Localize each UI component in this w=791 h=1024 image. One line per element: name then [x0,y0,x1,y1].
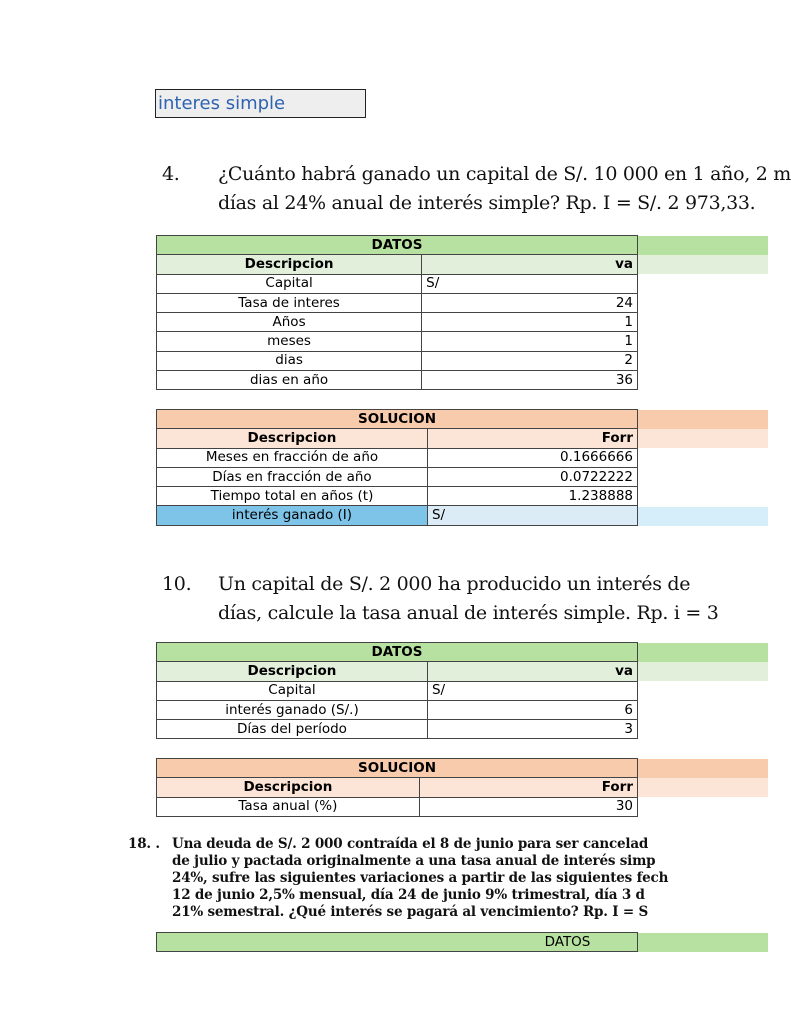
problem-4-number: 4. [162,163,180,185]
cell-label[interactable]: Meses en fracción de año [157,448,428,467]
cell-value[interactable]: 0.0722222 [427,467,637,486]
col-formula[interactable]: Forr [427,429,637,448]
problem-18-line-3: 24%, sufre las siguientes variaciones a partir de las siguientes fech [172,870,669,886]
cell-value[interactable]: 2 [422,351,638,370]
band-sub-1 [638,255,768,274]
table-5-clip [0,932,638,956]
cell-label[interactable]: Días del período [157,720,428,739]
cell-value-result[interactable]: S/ [427,506,637,525]
datos-table-3 [156,932,638,952]
problem-10-line-1: Un capital de S/. 2 000 ha producido un interés de [218,573,691,595]
solucion-header[interactable]: SOLUCION [157,759,638,778]
datos-header[interactable]: DATOS [157,236,638,255]
band-datos-1 [638,236,768,255]
cell-label[interactable]: Años [157,313,422,332]
band-datos-3 [638,933,768,952]
solucion-header[interactable]: SOLUCION [157,410,638,429]
band-result-1 [638,507,768,526]
cell-label[interactable]: dias en año [157,371,422,390]
col-valor[interactable]: va [422,255,638,274]
datos-header[interactable] [157,933,638,952]
band-sub-3 [638,662,768,681]
sheet-title[interactable]: interes simple [155,89,366,118]
col-valor[interactable]: va [427,662,637,681]
problem-10-number: 10. [162,573,192,595]
problem-18-line-4: 12 de junio 2,5% mensual, día 24 de junio 9% trimestral, día 3 d [172,887,645,903]
band-sub-4 [638,778,768,797]
band-solucion-2 [638,759,768,778]
band-solucion-1 [638,410,768,429]
cell-value[interactable]: 30 [419,797,637,816]
cell-value[interactable]: 24 [422,293,638,312]
cell-label[interactable]: Tasa de interes [157,293,422,312]
col-descripcion[interactable]: Descripcion [157,255,422,274]
problem-18-text [128,836,669,921]
problem-18-line-1: Una deuda de S/. 2 000 contraída el 8 de junio para ser cancelad [172,836,649,852]
cell-value[interactable]: 36 [422,371,638,390]
cell-label-result[interactable]: interés ganado (I) [157,506,428,525]
problem-4-line-2: días al 24% anual de interés simple? Rp. I = S/. 2 973,33. [218,192,756,214]
band-datos-2 [638,643,768,662]
cell-value[interactable]: S/ [427,681,637,700]
problem-18-line-5: 21% semestral. ¿Qué interés se pagará al vencimiento? Rp. I = S [172,904,649,920]
cell-value[interactable]: 0.1666666 [427,448,637,467]
datos-table-2 [156,642,638,739]
cell-label[interactable]: interés ganado (S/.) [157,700,428,719]
problem-10-text [162,570,719,628]
problem-4-line-1: ¿Cuánto habrá ganado un capital de S/. 10 000 en 1 año, 2 m [218,163,791,185]
cell-value[interactable]: 3 [427,720,637,739]
cell-value[interactable]: 1 [422,332,638,351]
col-descripcion[interactable]: Descripcion [157,429,428,448]
cell-value[interactable]: 1 [422,313,638,332]
solucion-table-1 [156,409,638,526]
cell-label[interactable]: Tasa anual (%) [157,797,420,816]
cell-label[interactable]: Días en fracción de año [157,467,428,486]
cell-label[interactable]: Capital [157,681,428,700]
cell-value[interactable]: S/ [422,274,638,293]
datos-header[interactable]: DATOS [157,643,638,662]
cell-label[interactable]: dias [157,351,422,370]
problem-18-line-2: de julio y pactada originalmente a una tasa anual de interés simp [172,853,656,869]
band-sub-2 [638,429,768,448]
cell-value[interactable]: 6 [427,700,637,719]
col-descripcion[interactable]: Descripcion [157,662,428,681]
problem-18-number: 18. . [128,836,160,852]
problem-10-line-2: días, calcule la tasa anual de interés simple. Rp. i = 3 [218,602,719,624]
col-formula[interactable]: Forr [419,778,637,797]
table-2-clip [0,409,638,529]
col-descripcion[interactable]: Descripcion [157,778,420,797]
table-4-clip [0,758,638,820]
table-1-clip [0,235,638,395]
cell-label[interactable]: meses [157,332,422,351]
solucion-table-2 [156,758,638,817]
table-3-clip [0,642,638,742]
datos-table-1 [156,235,638,390]
datos-header-text: DATOS [544,933,591,950]
cell-label[interactable]: Tiempo total en años (t) [157,487,428,506]
cell-value[interactable]: 1.238888 [427,487,637,506]
cell-label[interactable]: Capital [157,274,422,293]
problem-4-text [162,160,791,218]
